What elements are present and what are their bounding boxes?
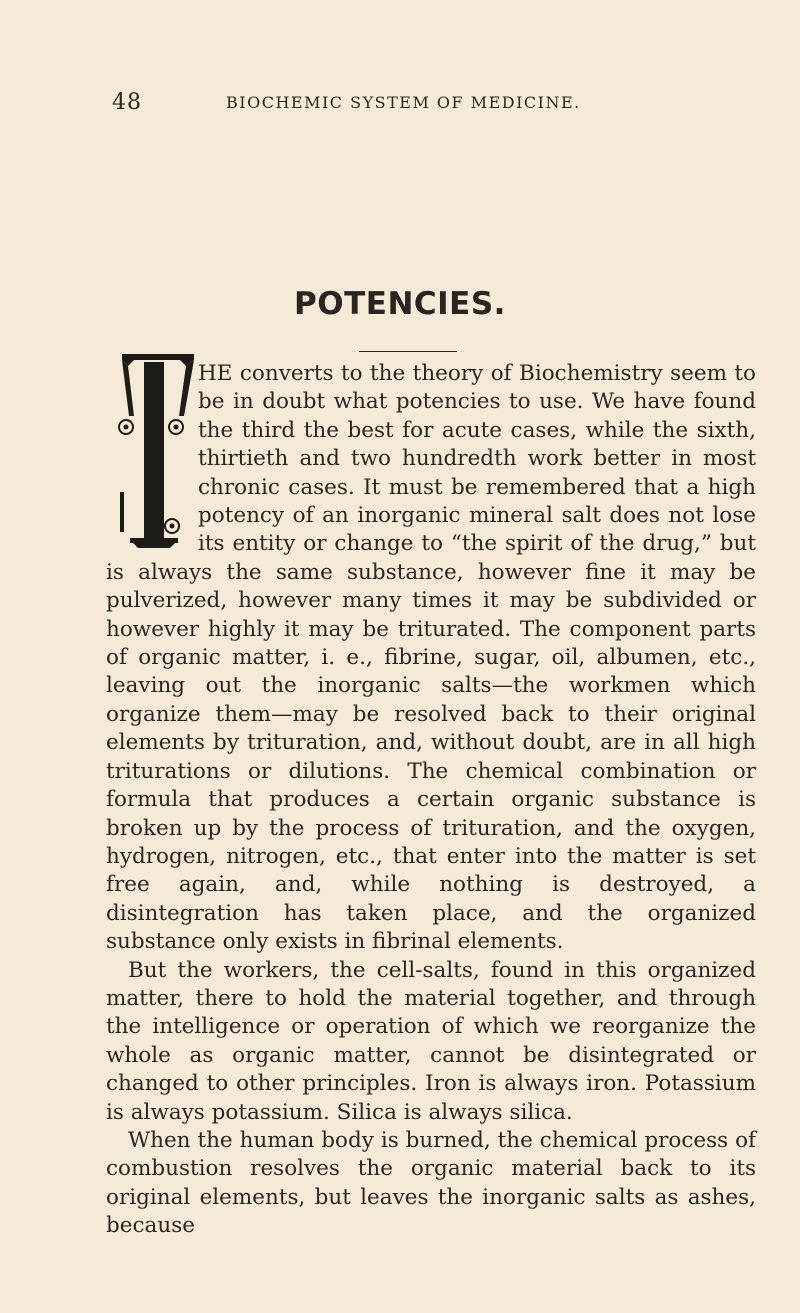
chapter-title: POTENCIES. [294, 286, 506, 322]
running-title: BIOCHEMIC SYSTEM OF MEDICINE. [226, 93, 581, 112]
drop-cap-spacer [106, 360, 198, 550]
page-header [0, 90, 800, 120]
title-rule [359, 351, 457, 352]
paragraph-1 [106, 360, 756, 957]
page-number: 48 [112, 90, 142, 115]
body-text [106, 360, 756, 1241]
paragraph-1-text: HE converts to the theory of Biochemistry seem to be in doubt what potencies to use. We have found the third the best for acute cases, while the sixth, thirtieth and two hundredth work better in most chronic cases. It must be remembered that a high potency of an inorganic mineral salt does not lose its entity or change to “the spirit of the drug,” but is always the same substance, however fine it may be pulverized, however many times it may be subdivided or however highly it may be triturated. The component parts of organic matter, i. e., fibrine, sugar, oil, albumen, etc., leaving out the inorganic salts—the workmen which organize them—may be resolved back to their original elements by trituration, and, without doubt, are in all high triturations or dilutions. The chemical combination or formula that produces a certain organic substance is broken up by the process of trituration, and the oxygen, hydrogen, nitrogen, etc., that enter into the matter is set free again, and, while nothing is destroyed, a disintegration has taken place, and the organized substance only exists in fibrinal elements. [106, 361, 756, 955]
paragraph-3: When the human body is burned, the chemical process of combustion resolves the organic material back to its original elements, but leaves the inorganic salts as ashes, because [106, 1127, 756, 1239]
paragraph-2: But the workers, the cell-salts, found in this organized matter, there to hold the material together, and through the intelligence or operation of which we reorganize the whole as organic matter, cannot be disintegrated or changed to other principles. Iron is always iron. Potassium is always potassium. Silica is always silica. [106, 957, 756, 1125]
